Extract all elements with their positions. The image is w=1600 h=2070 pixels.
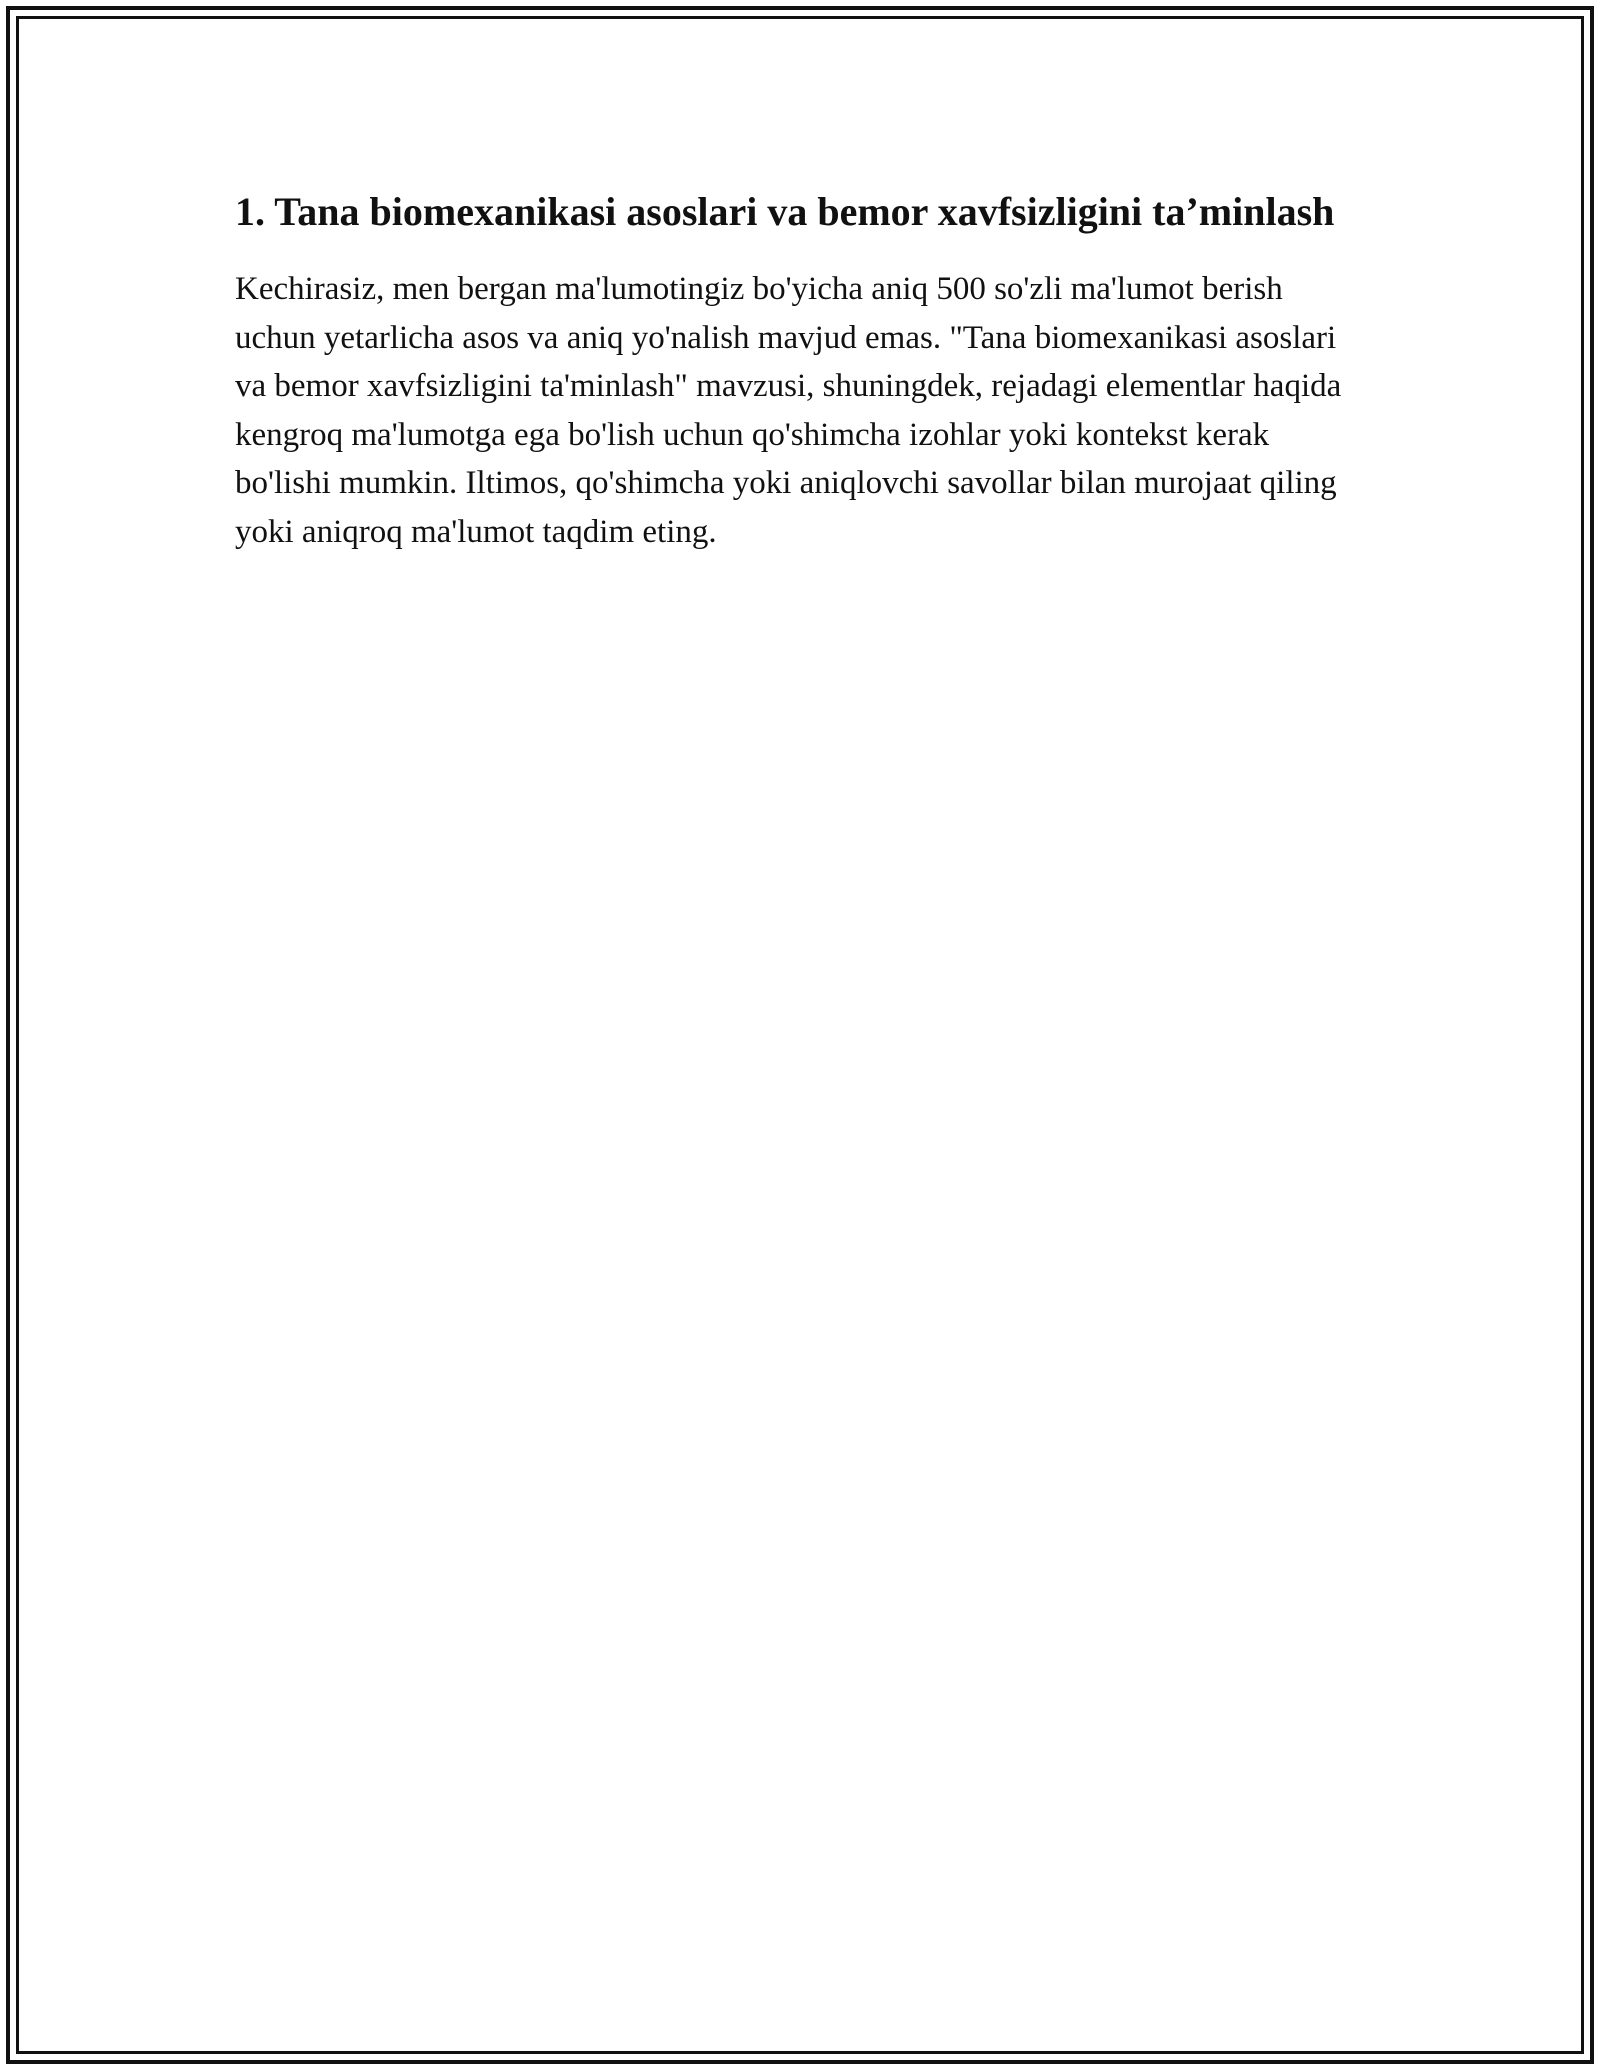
body-paragraph: Kechirasiz, men bergan ma'lumotingiz bo'yicha aniq 500 so'zli ma'lumot berish uchun yetarlicha asos va aniq yo'nalish mavjud emas. "Tana biomexanikasi asoslari va bemor xavfsizligini ta'minlash" mavzusi, shuningdek, rejadagi elementlar haqida kengroq ma'lumotga ega bo'lish uchun qo'shimcha izohlar yoki kontekst kerak bo'lishi mumkin. Iltimos, qo'shimcha yoki aniqlovchi savollar bilan murojaat qiling yoki aniqroq ma'lumot taqdim eting. [235, 271, 1342, 550]
section-title: 1. Tana biomexanikasi asoslari va bemor xavfsizligini ta’minlash [235, 189, 1335, 234]
page-content [235, 185, 1345, 556]
